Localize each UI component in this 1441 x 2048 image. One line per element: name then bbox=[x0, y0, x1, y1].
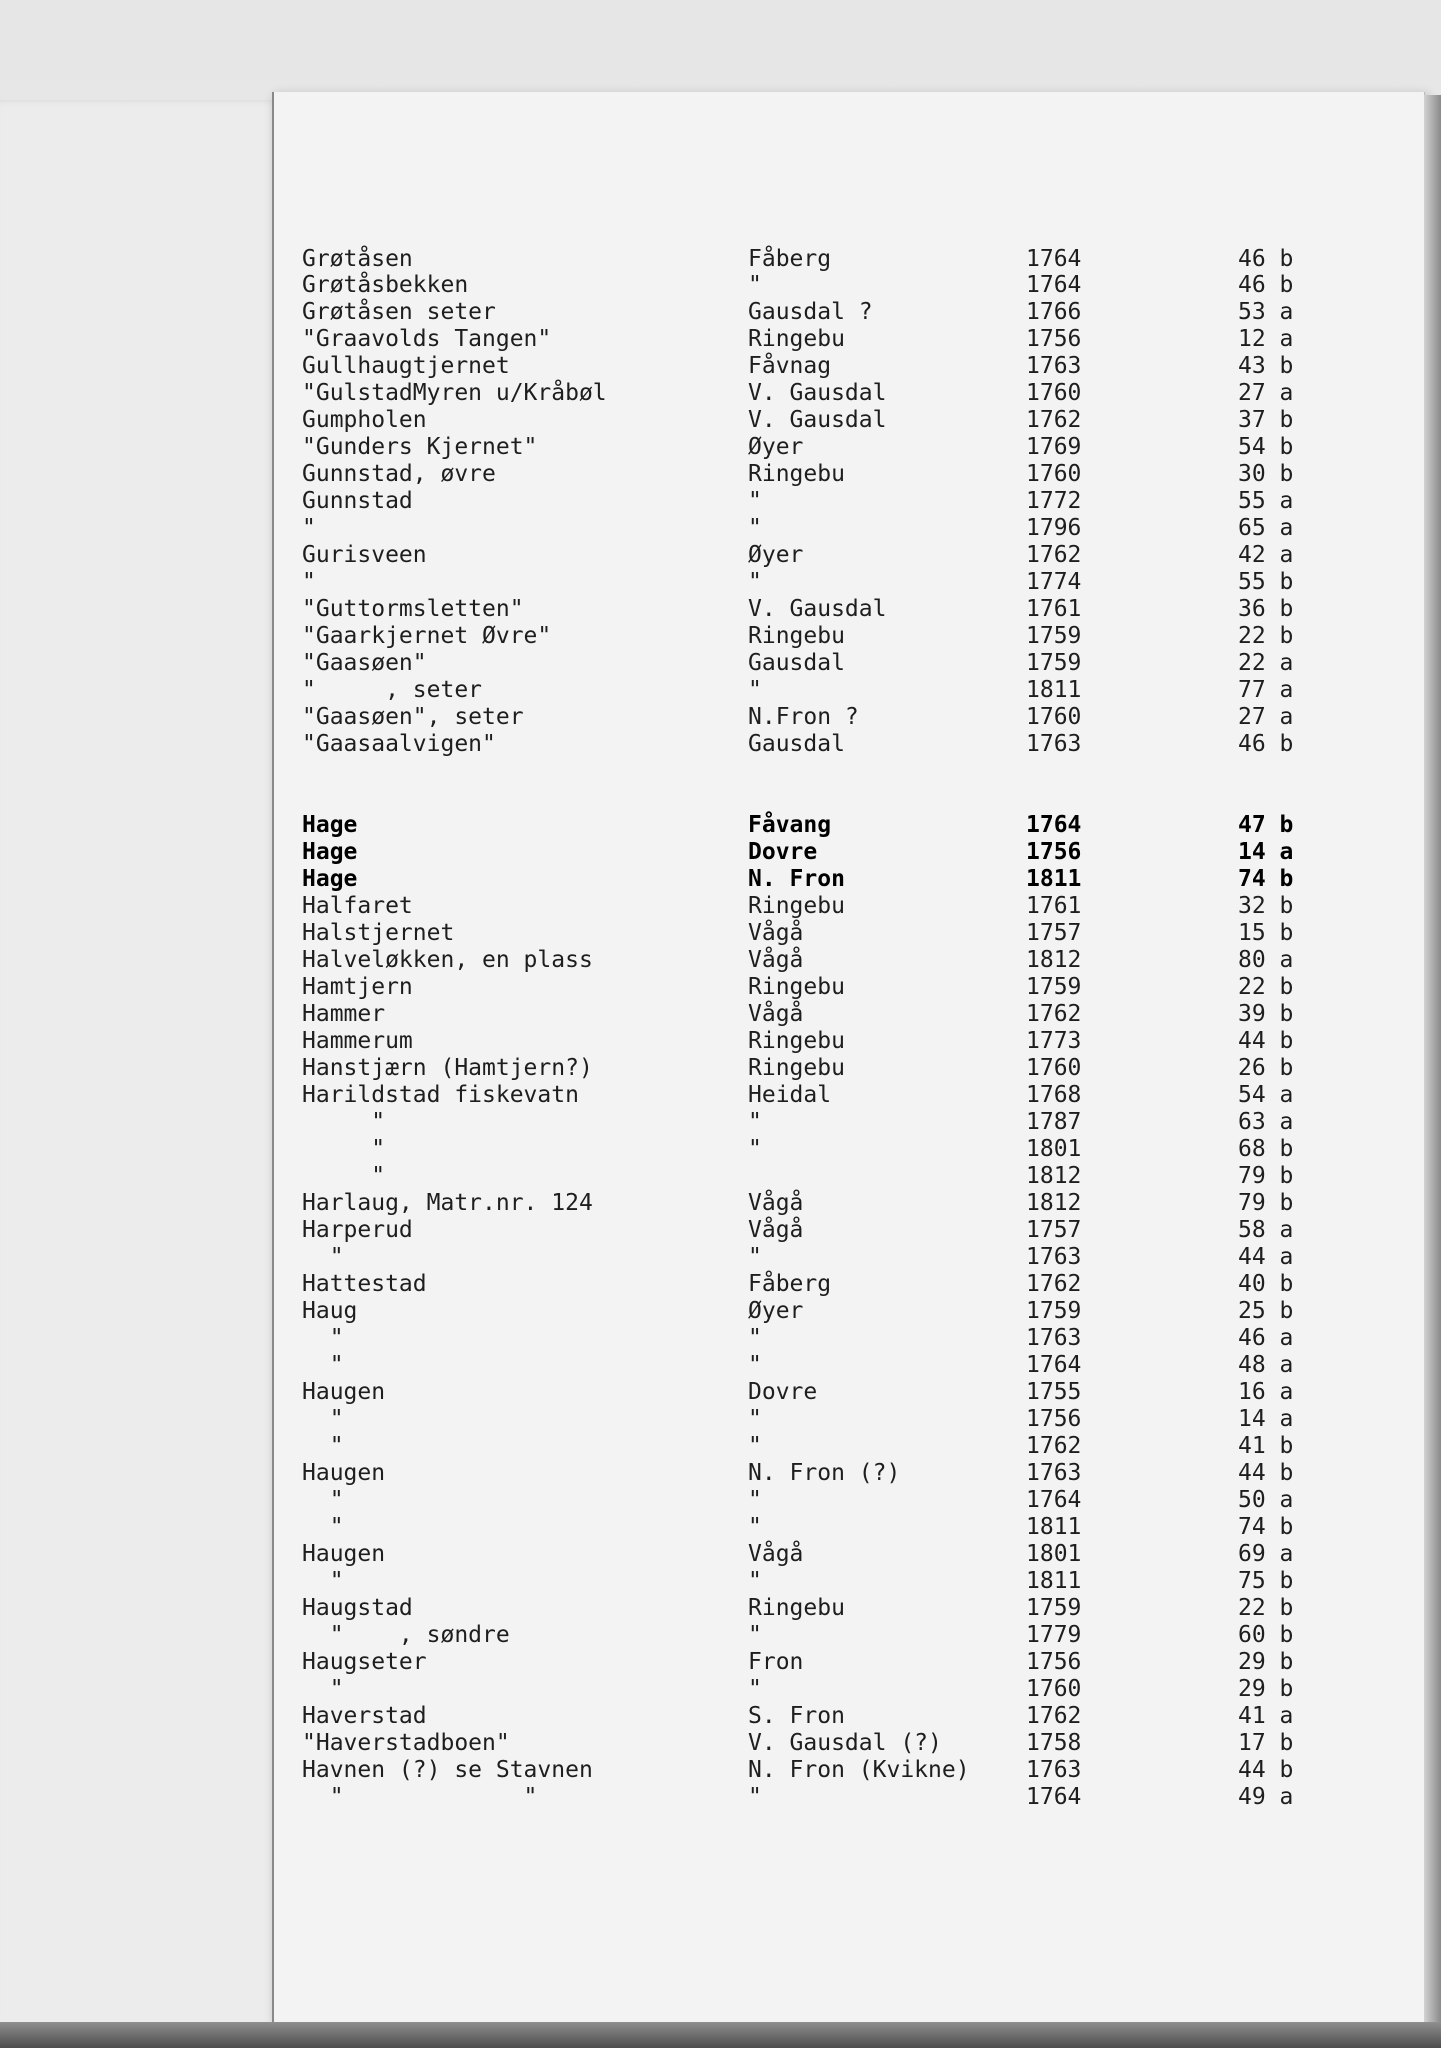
table-row bbox=[0, 353, 1441, 380]
entry-reference: 46 b bbox=[1238, 246, 1294, 272]
entry-year: 1759 bbox=[1026, 1595, 1082, 1621]
table-row bbox=[0, 1730, 1441, 1757]
entry-parish: " bbox=[748, 488, 762, 514]
entry-parish: Gausdal bbox=[748, 650, 845, 676]
table-row bbox=[0, 299, 1441, 326]
entry-year: 1763 bbox=[1026, 1460, 1082, 1486]
entry-parish: N. Fron bbox=[748, 866, 845, 892]
table-row bbox=[0, 1622, 1441, 1649]
entry-parish: Ringebu bbox=[748, 1595, 845, 1621]
entry-parish: Fåberg bbox=[748, 246, 832, 272]
entry-parish: " bbox=[748, 1406, 762, 1432]
entry-year: 1756 bbox=[1026, 326, 1082, 352]
table-row bbox=[0, 1379, 1441, 1406]
entry-parish: " bbox=[748, 1244, 762, 1270]
entry-parish: Ringebu bbox=[748, 1055, 845, 1081]
table-row bbox=[0, 542, 1441, 569]
entry-reference: 44 a bbox=[1238, 1244, 1294, 1270]
entry-parish: " bbox=[748, 1784, 762, 1810]
table-row bbox=[0, 1514, 1441, 1541]
entry-parish: Dovre bbox=[748, 839, 818, 865]
entry-parish: " bbox=[748, 569, 762, 595]
entry-year: 1811 bbox=[1026, 677, 1082, 703]
entry-reference: 41 b bbox=[1238, 1433, 1294, 1459]
entry-name: " bbox=[302, 1325, 344, 1351]
table-row bbox=[0, 1460, 1441, 1487]
entry-reference: 55 b bbox=[1238, 569, 1294, 595]
entry-name: Haugseter bbox=[302, 1649, 427, 1675]
entry-name: Hattestad bbox=[302, 1271, 427, 1297]
entry-name: Haverstad bbox=[302, 1703, 427, 1729]
entry-parish: " bbox=[748, 1676, 762, 1702]
entry-parish: " bbox=[748, 677, 762, 703]
table-row bbox=[0, 677, 1441, 704]
entry-parish: Ringebu bbox=[748, 461, 845, 487]
entry-reference: 54 b bbox=[1238, 434, 1294, 460]
entry-name: " bbox=[302, 569, 316, 595]
table-row bbox=[0, 623, 1441, 650]
entry-parish: Ringebu bbox=[748, 974, 845, 1000]
entry-name: " bbox=[302, 515, 316, 541]
entry-reference: 22 a bbox=[1238, 650, 1294, 676]
entry-parish: N.Fron ? bbox=[748, 704, 859, 730]
entry-name: " bbox=[302, 1109, 386, 1135]
entry-name: Halveløkken, en plass bbox=[302, 947, 593, 973]
entry-year: 1796 bbox=[1026, 515, 1082, 541]
entry-year: 1756 bbox=[1026, 839, 1082, 865]
table-row bbox=[0, 1271, 1441, 1298]
table-row bbox=[0, 839, 1441, 866]
entry-year: 1764 bbox=[1026, 1784, 1082, 1810]
entry-parish: N. Fron (Kvikne) bbox=[748, 1757, 970, 1783]
entry-year: 1756 bbox=[1026, 1649, 1082, 1675]
entry-reference: 79 b bbox=[1238, 1163, 1294, 1189]
entry-name: Haugstad bbox=[302, 1595, 413, 1621]
entry-year: 1760 bbox=[1026, 1676, 1082, 1702]
entry-reference: 16 a bbox=[1238, 1379, 1294, 1405]
entry-name: "Graavolds Tangen" bbox=[302, 326, 552, 352]
entry-name: " , seter bbox=[302, 677, 483, 703]
entry-parish: " bbox=[748, 1136, 762, 1162]
entry-name: Grøtåsen bbox=[302, 246, 413, 272]
entry-reference: 48 a bbox=[1238, 1352, 1294, 1378]
entry-parish: Fåvang bbox=[748, 812, 832, 838]
table-row bbox=[0, 1703, 1441, 1730]
entry-reference: 47 b bbox=[1238, 812, 1294, 838]
table-row bbox=[0, 1757, 1441, 1784]
entry-year: 1755 bbox=[1026, 1379, 1082, 1405]
table-row bbox=[0, 596, 1441, 623]
entry-reference: 44 b bbox=[1238, 1028, 1294, 1054]
entry-name: Grøtåsen seter bbox=[302, 299, 496, 325]
entry-name: Gurisveen bbox=[302, 542, 427, 568]
table-row bbox=[0, 1649, 1441, 1676]
entry-name: "Haverstadboen" bbox=[302, 1730, 510, 1756]
entry-name: Halfaret bbox=[302, 893, 413, 919]
entry-reference: 60 b bbox=[1238, 1622, 1294, 1648]
entry-year: 1757 bbox=[1026, 920, 1082, 946]
entry-year: 1769 bbox=[1026, 434, 1082, 460]
entry-year: 1811 bbox=[1026, 866, 1082, 892]
entry-name: Haug bbox=[302, 1298, 358, 1324]
entry-reference: 65 a bbox=[1238, 515, 1294, 541]
entry-reference: 46 a bbox=[1238, 1325, 1294, 1351]
entry-name: " bbox=[302, 1163, 386, 1189]
entry-year: 1764 bbox=[1026, 1487, 1082, 1513]
entry-year: 1764 bbox=[1026, 812, 1082, 838]
entry-parish: Vågå bbox=[748, 947, 804, 973]
entry-name: " " bbox=[302, 1784, 538, 1810]
entry-reference: 75 b bbox=[1238, 1568, 1294, 1594]
entry-year: 1766 bbox=[1026, 299, 1082, 325]
table-row bbox=[0, 515, 1441, 542]
table-row bbox=[0, 407, 1441, 434]
entry-parish: " bbox=[748, 1514, 762, 1540]
entry-name: "Gaasaalvigen" bbox=[302, 731, 496, 757]
entry-reference: 44 b bbox=[1238, 1757, 1294, 1783]
entry-name: Havnen (?) se Stavnen bbox=[302, 1757, 593, 1783]
entry-reference: 29 b bbox=[1238, 1676, 1294, 1702]
entry-reference: 44 b bbox=[1238, 1460, 1294, 1486]
table-row bbox=[0, 1352, 1441, 1379]
entry-name: " , søndre bbox=[302, 1622, 510, 1648]
entry-reference: 74 b bbox=[1238, 1514, 1294, 1540]
entry-name: "Guttormsletten" bbox=[302, 596, 524, 622]
entry-name: " bbox=[302, 1487, 344, 1513]
entry-reference: 43 b bbox=[1238, 353, 1294, 379]
entry-reference: 53 a bbox=[1238, 299, 1294, 325]
entry-name: " bbox=[302, 1568, 344, 1594]
entry-year: 1768 bbox=[1026, 1082, 1082, 1108]
entry-reference: 12 a bbox=[1238, 326, 1294, 352]
entry-name: Hage bbox=[302, 866, 358, 892]
entry-reference: 30 b bbox=[1238, 461, 1294, 487]
entry-name: Grøtåsbekken bbox=[302, 272, 469, 298]
entry-year: 1763 bbox=[1026, 1244, 1082, 1270]
entry-name: Halstjernet bbox=[302, 920, 455, 946]
entry-parish: Heidal bbox=[748, 1082, 832, 1108]
entry-reference: 26 b bbox=[1238, 1055, 1294, 1081]
entry-name: "Gaarkjernet Øvre" bbox=[302, 623, 552, 649]
entry-name: "Gaasøen", seter bbox=[302, 704, 524, 730]
entry-year: 1787 bbox=[1026, 1109, 1082, 1135]
table-row bbox=[0, 1109, 1441, 1136]
table-row bbox=[0, 731, 1441, 758]
entry-name: Hanstjærn (Hamtjern?) bbox=[302, 1055, 593, 1081]
entry-year: 1760 bbox=[1026, 704, 1082, 730]
entry-name: Gullhaugtjernet bbox=[302, 353, 510, 379]
entry-reference: 37 b bbox=[1238, 407, 1294, 433]
entry-parish: V. Gausdal (?) bbox=[748, 1730, 942, 1756]
entry-parish: Vågå bbox=[748, 920, 804, 946]
table-row bbox=[0, 246, 1441, 273]
entry-name: "GulstadMyren u/Kråbøl bbox=[302, 380, 607, 406]
entry-parish: Vågå bbox=[748, 1541, 804, 1567]
entry-parish: V. Gausdal bbox=[748, 380, 887, 406]
entry-parish: " bbox=[748, 1568, 762, 1594]
entry-year: 1761 bbox=[1026, 893, 1082, 919]
entry-name: Hammerum bbox=[302, 1028, 413, 1054]
entry-reference: 36 b bbox=[1238, 596, 1294, 622]
entry-name: " bbox=[302, 1352, 344, 1378]
table-row bbox=[0, 1244, 1441, 1271]
entry-parish: Fåberg bbox=[748, 1271, 832, 1297]
entry-reference: 22 b bbox=[1238, 974, 1294, 1000]
entry-year: 1758 bbox=[1026, 1730, 1082, 1756]
table-row bbox=[0, 866, 1441, 893]
entry-reference: 42 a bbox=[1238, 542, 1294, 568]
entry-parish: Vågå bbox=[748, 1001, 804, 1027]
table-row bbox=[0, 326, 1441, 353]
table-row bbox=[0, 488, 1441, 515]
entry-year: 1760 bbox=[1026, 461, 1082, 487]
entry-name: "Gunders Kjernet" bbox=[302, 434, 538, 460]
entry-year: 1762 bbox=[1026, 1703, 1082, 1729]
entry-name: Haugen bbox=[302, 1541, 386, 1567]
table-row bbox=[0, 704, 1441, 731]
entry-name: Gunnstad bbox=[302, 488, 413, 514]
entry-reference: 68 b bbox=[1238, 1136, 1294, 1162]
table-row bbox=[0, 1325, 1441, 1352]
table-row bbox=[0, 920, 1441, 947]
entry-year: 1801 bbox=[1026, 1136, 1082, 1162]
table-row bbox=[0, 1541, 1441, 1568]
entry-name: Hammer bbox=[302, 1001, 386, 1027]
entry-reference: 39 b bbox=[1238, 1001, 1294, 1027]
entry-parish: Gausdal ? bbox=[748, 299, 873, 325]
entry-year: 1772 bbox=[1026, 488, 1082, 514]
table-row bbox=[0, 1217, 1441, 1244]
table-row bbox=[0, 947, 1441, 974]
entry-reference: 27 a bbox=[1238, 704, 1294, 730]
entry-parish: Fåvnag bbox=[748, 353, 832, 379]
entry-name: " bbox=[302, 1406, 344, 1432]
table-row bbox=[0, 569, 1441, 596]
entry-year: 1762 bbox=[1026, 1001, 1082, 1027]
entry-year: 1757 bbox=[1026, 1217, 1082, 1243]
entry-name: " bbox=[302, 1136, 386, 1162]
entry-reference: 50 a bbox=[1238, 1487, 1294, 1513]
table-row bbox=[0, 893, 1441, 920]
entry-year: 1763 bbox=[1026, 1325, 1082, 1351]
table-row bbox=[0, 461, 1441, 488]
table-row bbox=[0, 1784, 1441, 1811]
entry-reference: 46 b bbox=[1238, 272, 1294, 298]
entry-parish: Vågå bbox=[748, 1217, 804, 1243]
entry-reference: 74 b bbox=[1238, 866, 1294, 892]
table-row bbox=[0, 974, 1441, 1001]
table-row bbox=[0, 1487, 1441, 1514]
entry-reference: 41 a bbox=[1238, 1703, 1294, 1729]
entry-parish: Ringebu bbox=[748, 893, 845, 919]
entry-name: " bbox=[302, 1433, 344, 1459]
entry-parish: Øyer bbox=[748, 434, 804, 460]
entry-parish: Fron bbox=[748, 1649, 804, 1675]
entry-year: 1764 bbox=[1026, 272, 1082, 298]
entry-parish: " bbox=[748, 515, 762, 541]
entry-year: 1756 bbox=[1026, 1406, 1082, 1432]
entry-name: Haugen bbox=[302, 1379, 386, 1405]
entry-reference: 58 a bbox=[1238, 1217, 1294, 1243]
entry-reference: 54 a bbox=[1238, 1082, 1294, 1108]
entry-reference: 14 a bbox=[1238, 1406, 1294, 1432]
entry-reference: 55 a bbox=[1238, 488, 1294, 514]
entry-year: 1763 bbox=[1026, 731, 1082, 757]
entry-reference: 25 b bbox=[1238, 1298, 1294, 1324]
entry-name: Hage bbox=[302, 812, 358, 838]
entry-parish: Øyer bbox=[748, 542, 804, 568]
entry-year: 1759 bbox=[1026, 974, 1082, 1000]
entry-reference: 69 a bbox=[1238, 1541, 1294, 1567]
entry-parish: V. Gausdal bbox=[748, 407, 887, 433]
entry-name: Harildstad fiskevatn bbox=[302, 1082, 579, 1108]
entry-year: 1759 bbox=[1026, 623, 1082, 649]
table-row bbox=[0, 812, 1441, 839]
entry-parish: " bbox=[748, 1352, 762, 1378]
entry-year: 1779 bbox=[1026, 1622, 1082, 1648]
entry-name: Harlaug, Matr.nr. 124 bbox=[302, 1190, 593, 1216]
table-row bbox=[0, 1595, 1441, 1622]
entry-name: Gunnstad, øvre bbox=[302, 461, 496, 487]
entry-parish: " bbox=[748, 1109, 762, 1135]
entry-year: 1762 bbox=[1026, 542, 1082, 568]
entry-name: "Gaasøen" bbox=[302, 650, 427, 676]
table-row bbox=[0, 1406, 1441, 1433]
entry-reference: 49 a bbox=[1238, 1784, 1294, 1810]
entry-year: 1760 bbox=[1026, 380, 1082, 406]
entry-name: Haugen bbox=[302, 1460, 386, 1486]
entry-parish: Ringebu bbox=[748, 326, 845, 352]
entry-name: Hage bbox=[302, 839, 358, 865]
entry-year: 1812 bbox=[1026, 947, 1082, 973]
entry-year: 1811 bbox=[1026, 1514, 1082, 1540]
entry-name: Hamtjern bbox=[302, 974, 413, 1000]
table-row bbox=[0, 380, 1441, 407]
entry-reference: 79 b bbox=[1238, 1190, 1294, 1216]
entry-name: Harperud bbox=[302, 1217, 413, 1243]
entry-year: 1763 bbox=[1026, 1757, 1082, 1783]
table-row bbox=[0, 1676, 1441, 1703]
entry-name: " bbox=[302, 1244, 344, 1270]
entry-parish: Vågå bbox=[748, 1190, 804, 1216]
table-row bbox=[0, 1190, 1441, 1217]
entry-reference: 22 b bbox=[1238, 1595, 1294, 1621]
entry-parish: Ringebu bbox=[748, 1028, 845, 1054]
entry-name: " bbox=[302, 1676, 344, 1702]
entry-parish: " bbox=[748, 1325, 762, 1351]
entry-name: " bbox=[302, 1514, 344, 1540]
entry-year: 1762 bbox=[1026, 1433, 1082, 1459]
entry-parish: S. Fron bbox=[748, 1703, 845, 1729]
table-row bbox=[0, 1433, 1441, 1460]
entry-parish: Øyer bbox=[748, 1298, 804, 1324]
entry-year: 1764 bbox=[1026, 1352, 1082, 1378]
entry-reference: 40 b bbox=[1238, 1271, 1294, 1297]
table-row bbox=[0, 1163, 1441, 1190]
entry-reference: 77 a bbox=[1238, 677, 1294, 703]
entry-parish: Gausdal bbox=[748, 731, 845, 757]
table-row bbox=[0, 1298, 1441, 1325]
table-row bbox=[0, 650, 1441, 677]
entry-year: 1762 bbox=[1026, 1271, 1082, 1297]
entry-reference: 27 a bbox=[1238, 380, 1294, 406]
entry-parish: " bbox=[748, 1622, 762, 1648]
entry-parish: " bbox=[748, 272, 762, 298]
entry-year: 1812 bbox=[1026, 1163, 1082, 1189]
table-row bbox=[0, 1568, 1441, 1595]
table-row bbox=[0, 1082, 1441, 1109]
entry-reference: 15 b bbox=[1238, 920, 1294, 946]
table-row bbox=[0, 1001, 1441, 1028]
entry-reference: 63 a bbox=[1238, 1109, 1294, 1135]
entry-reference: 46 b bbox=[1238, 731, 1294, 757]
entry-year: 1773 bbox=[1026, 1028, 1082, 1054]
table-row bbox=[0, 1136, 1441, 1163]
entry-year: 1761 bbox=[1026, 596, 1082, 622]
entry-parish: Ringebu bbox=[748, 623, 845, 649]
entry-year: 1760 bbox=[1026, 1055, 1082, 1081]
entry-reference: 32 b bbox=[1238, 893, 1294, 919]
entry-year: 1812 bbox=[1026, 1190, 1082, 1216]
entry-reference: 80 a bbox=[1238, 947, 1294, 973]
table-row bbox=[0, 1028, 1441, 1055]
entry-parish: V. Gausdal bbox=[748, 596, 887, 622]
entry-year: 1763 bbox=[1026, 353, 1082, 379]
entry-reference: 29 b bbox=[1238, 1649, 1294, 1675]
entry-reference: 22 b bbox=[1238, 623, 1294, 649]
entry-year: 1759 bbox=[1026, 650, 1082, 676]
entry-year: 1801 bbox=[1026, 1541, 1082, 1567]
entry-year: 1811 bbox=[1026, 1568, 1082, 1594]
entry-parish: " bbox=[748, 1487, 762, 1513]
entry-reference: 14 a bbox=[1238, 839, 1294, 865]
entry-parish: N. Fron (?) bbox=[748, 1460, 901, 1486]
entry-year: 1762 bbox=[1026, 407, 1082, 433]
entry-reference: 17 b bbox=[1238, 1730, 1294, 1756]
entry-parish: Dovre bbox=[748, 1379, 818, 1405]
entry-year: 1764 bbox=[1026, 246, 1082, 272]
entry-year: 1774 bbox=[1026, 569, 1082, 595]
entry-year: 1759 bbox=[1026, 1298, 1082, 1324]
entry-parish: " bbox=[748, 1433, 762, 1459]
table-row bbox=[0, 272, 1441, 299]
entry-name: Gumpholen bbox=[302, 407, 427, 433]
table-row bbox=[0, 1055, 1441, 1082]
table-row bbox=[0, 434, 1441, 461]
